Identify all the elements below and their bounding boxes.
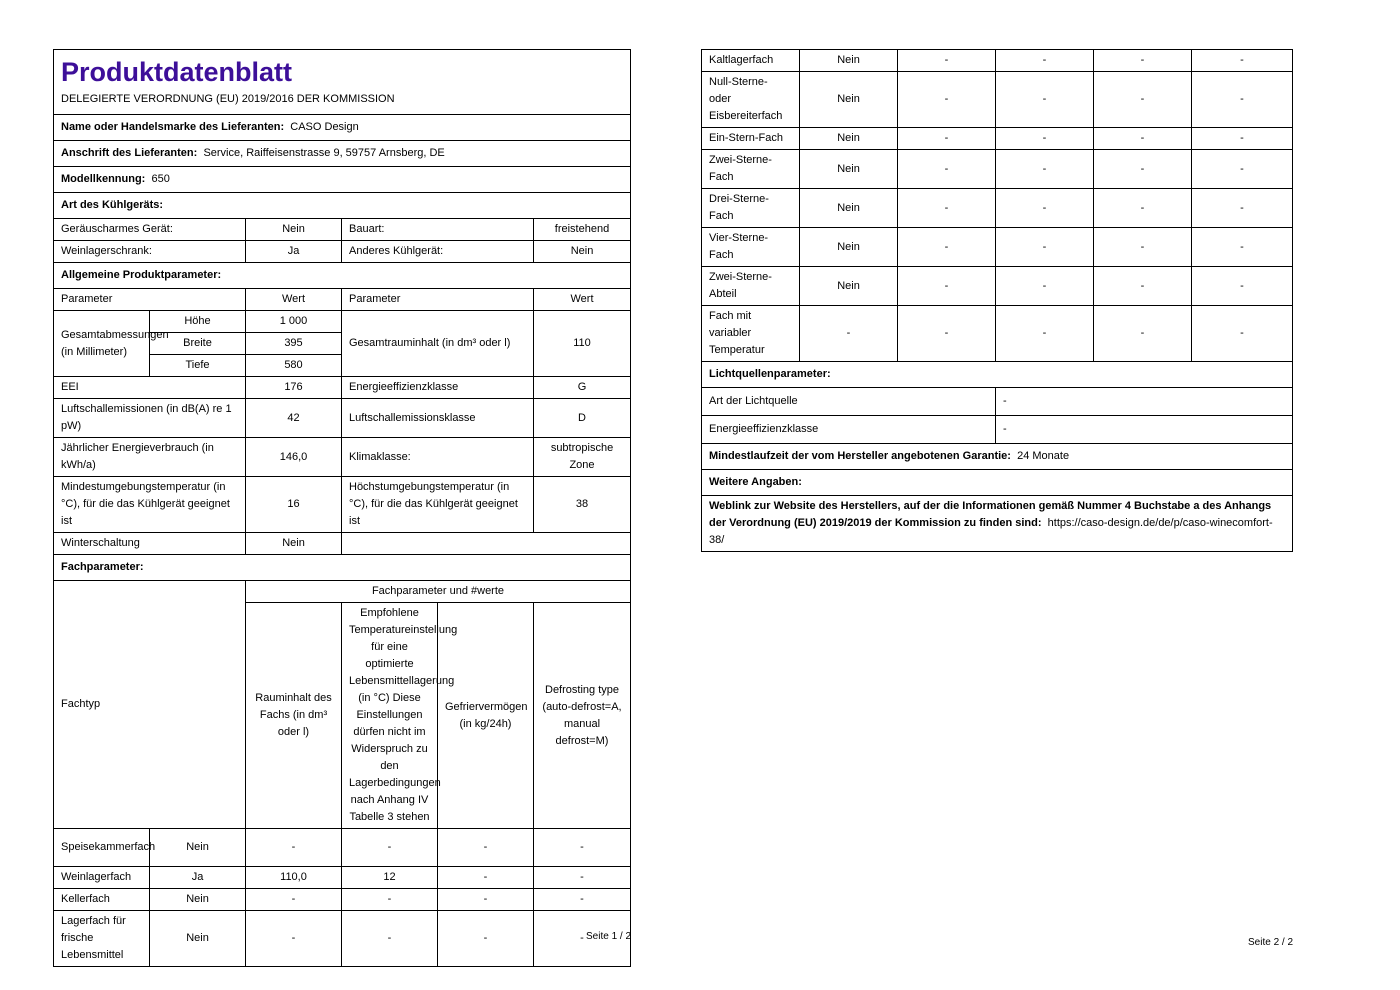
compartment-freeze: - <box>438 867 534 889</box>
dimension-name: Breite <box>150 333 246 355</box>
compartment-freeze: - <box>438 911 534 967</box>
light-label: Art der Lichtquelle <box>702 388 996 416</box>
table-row <box>54 829 631 867</box>
page-number: Seite 2 / 2 <box>1248 937 1294 948</box>
table-row <box>702 388 1293 416</box>
compartment-freeze: - <box>1094 128 1192 150</box>
table-row <box>54 889 631 911</box>
compartment-freeze: - <box>1094 228 1192 267</box>
compartment-freeze: - <box>1094 306 1192 362</box>
general-params-heading: Allgemeine Produktparameter: <box>54 263 631 289</box>
column-header: Parameter <box>342 289 534 311</box>
param-label: Luftschallemissionsklasse <box>342 399 534 438</box>
compartment-present: Nein <box>150 911 246 967</box>
compartment-present: - <box>800 306 898 362</box>
compartment-temp: - <box>996 306 1094 362</box>
compartment-freeze: - <box>1094 267 1192 306</box>
table-row <box>54 438 631 477</box>
compartment-defrost: - <box>1192 150 1293 189</box>
compartment-present: Nein <box>800 72 898 128</box>
table-row <box>702 128 1293 150</box>
param-label: Luftschallemissionen (in dB(A) re 1 pW) <box>54 399 246 438</box>
compartment-defrost: - <box>1192 50 1293 72</box>
column-header: Wert <box>534 289 631 311</box>
compartment-freeze: - <box>1094 189 1192 228</box>
compartment-present: Nein <box>150 829 246 867</box>
supplier-value: CASO Design <box>290 121 359 133</box>
table-row <box>54 377 631 399</box>
table-header-row <box>54 289 631 311</box>
compartment-temp: - <box>996 228 1094 267</box>
winter-label: Winterschaltung <box>54 533 246 555</box>
compartment-name: Null-Sterne- oder Eisbereiterfach <box>702 72 800 128</box>
compartment-temp: - <box>342 829 438 867</box>
compartment-freeze: - <box>1094 150 1192 189</box>
datasheet-table-page-2 <box>701 49 1293 552</box>
compartment-volume: - <box>246 829 342 867</box>
compartment-present: Nein <box>800 128 898 150</box>
light-value: - <box>996 388 1293 416</box>
compartment-name: Weinlagerfach <box>54 867 150 889</box>
compartment-volume: - <box>898 50 996 72</box>
param-value: 176 <box>246 377 342 399</box>
param-value: 42 <box>246 399 342 438</box>
compartment-name: Kaltlagerfach <box>702 50 800 72</box>
compartment-volume: 110,0 <box>246 867 342 889</box>
compartment-present: Nein <box>150 889 246 911</box>
compartment-temp: - <box>342 911 438 967</box>
compartment-volume: - <box>898 72 996 128</box>
compartment-name: Ein-Stern-Fach <box>702 128 800 150</box>
table-row <box>54 867 631 889</box>
param-value: G <box>534 377 631 399</box>
compartment-name: Lagerfach für frische Lebensmittel <box>54 911 150 967</box>
param-label: Höchstumgebungstemperatur (in °C), für die das Kühlgerät geeignet ist <box>342 477 534 533</box>
type-value: Nein <box>246 219 342 241</box>
table-row <box>54 311 631 333</box>
column-header: Empfohlene Temperatureinstellung für eine optimierte Lebensmittellagerung (in °C) Diese Einstellungen dürfen nicht im Widerspruch zu den Lagerbedingungen nach Anhang IV Tabelle 3 stehen <box>342 603 438 829</box>
compartment-defrost: - <box>534 829 631 867</box>
table-row <box>702 228 1293 267</box>
param-label: Mindestumgebungstemperatur (in °C), für die das Kühlgerät geeignet ist <box>54 477 246 533</box>
compartment-temp: - <box>996 50 1094 72</box>
compartment-volume: - <box>898 150 996 189</box>
dimension-name: Tiefe <box>150 355 246 377</box>
compartment-defrost: - <box>1192 128 1293 150</box>
page-1 <box>53 49 630 967</box>
compartment-temp: - <box>996 189 1094 228</box>
supplier-label: Name oder Handelsmarke des Lieferanten: <box>61 121 285 133</box>
compartment-volume: - <box>246 889 342 911</box>
compartment-temp: 12 <box>342 867 438 889</box>
type-value: Ja <box>246 241 342 263</box>
table-row <box>702 189 1293 228</box>
table-row <box>54 219 631 241</box>
table-row <box>54 911 631 967</box>
more-info-heading: Weitere Angaben: <box>702 470 1293 496</box>
compartment-name: Vier-Sterne-Fach <box>702 228 800 267</box>
compartment-defrost: - <box>1192 189 1293 228</box>
compartment-present: Nein <box>800 228 898 267</box>
compartment-volume: - <box>898 267 996 306</box>
type-value: freistehend <box>534 219 631 241</box>
param-label: Klimaklasse: <box>342 438 534 477</box>
compartment-volume: - <box>898 128 996 150</box>
fachtyp-header: Fachtyp <box>54 581 246 829</box>
light-params-heading: Lichtquellenparameter: <box>702 362 1293 388</box>
param-label: Jährlicher Energieverbrauch (in kWh/a) <box>54 438 246 477</box>
type-label: Weinlagerschrank: <box>54 241 246 263</box>
table-row <box>702 267 1293 306</box>
compartment-freeze: - <box>438 889 534 911</box>
regulation-subtitle: DELEGIERTE VERORDNUNG (EU) 2019/2016 DER KOMMISSION <box>61 93 395 105</box>
type-label: Geräuscharmes Gerät: <box>54 219 246 241</box>
param-value: subtropische Zone <box>534 438 631 477</box>
compartment-present: Nein <box>800 267 898 306</box>
table-header-row <box>54 581 631 603</box>
dimension-name: Höhe <box>150 311 246 333</box>
model-value: 650 <box>151 173 170 185</box>
compartment-params-heading: Fachparameter: <box>54 555 631 581</box>
compartment-temp: - <box>996 128 1094 150</box>
compartment-defrost: - <box>1192 267 1293 306</box>
compartment-defrost: - <box>1192 228 1293 267</box>
page-title: Produktdatenblatt <box>61 57 293 87</box>
table-row <box>702 416 1293 444</box>
column-header: Defrosting type (auto-defrost=A, manual defrost=M) <box>534 603 631 829</box>
column-header: Gefriervermögen (in kg/24h) <box>438 603 534 829</box>
param-label: EEI <box>54 377 246 399</box>
type-label: Anderes Kühlgerät: <box>342 241 534 263</box>
compartment-name: Drei-Sterne-Fach <box>702 189 800 228</box>
volume-value: 110 <box>534 311 631 377</box>
address-label: Anschrift des Lieferanten: <box>61 147 198 159</box>
compartment-volume: - <box>898 228 996 267</box>
table-row <box>702 150 1293 189</box>
compartment-temp: - <box>996 150 1094 189</box>
warranty-label: Mindestlaufzeit der vom Hersteller angebotenen Garantie: <box>709 450 1011 462</box>
compartment-volume: - <box>246 911 342 967</box>
column-header: Parameter <box>54 289 246 311</box>
type-value: Nein <box>534 241 631 263</box>
compartment-defrost: - <box>1192 72 1293 128</box>
address-value: Service, Raiffeisenstrasse 9, 59757 Arnsberg, DE <box>203 147 445 159</box>
table-row <box>702 306 1293 362</box>
compartment-present: Ja <box>150 867 246 889</box>
compartment-defrost: - <box>534 889 631 911</box>
model-label: Modellkennung: <box>61 173 146 185</box>
datasheet-table-page-1 <box>53 49 631 967</box>
winter-value: Nein <box>246 533 342 555</box>
param-value: D <box>534 399 631 438</box>
compartment-present: Nein <box>800 50 898 72</box>
table-row <box>702 50 1293 72</box>
param-value: 16 <box>246 477 342 533</box>
table-row <box>54 241 631 263</box>
compartment-present: Nein <box>800 189 898 228</box>
compartment-freeze: - <box>1094 72 1192 128</box>
compartment-volume: - <box>898 306 996 362</box>
compartment-present: Nein <box>800 150 898 189</box>
compartment-defrost: - <box>534 911 631 967</box>
compartment-freeze: - <box>1094 50 1192 72</box>
compartment-volume: - <box>898 189 996 228</box>
param-value: 146,0 <box>246 438 342 477</box>
light-value: - <box>996 416 1293 444</box>
compartment-temp: - <box>996 267 1094 306</box>
compartment-group-header: Fachparameter und #werte <box>246 581 631 603</box>
compartment-name: Kellerfach <box>54 889 150 911</box>
column-header: Wert <box>246 289 342 311</box>
param-value: 38 <box>534 477 631 533</box>
page-2 <box>701 49 1292 552</box>
appliance-type-heading: Art des Kühlgeräts: <box>54 193 631 219</box>
compartment-name: Zwei-Sterne-Fach <box>702 150 800 189</box>
compartment-temp: - <box>996 72 1094 128</box>
table-row <box>54 477 631 533</box>
weblink-label: Weblink zur Website des Herstellers, auf der die Informationen gemäß Nummer 4 Buchstabe a des Anhangs der Verordnung (EU) 2019/2019 der Kommission zu finden sind: <box>709 500 1272 529</box>
compartment-name: Speisekammerfach <box>54 829 150 867</box>
compartment-temp: - <box>342 889 438 911</box>
table-row <box>54 533 631 555</box>
warranty-value: 24 Monate <box>1017 450 1070 462</box>
compartment-defrost: - <box>534 867 631 889</box>
weblink-value[interactable]: https://caso-design.de/de/p/caso-winecomfort-38/ <box>709 517 1273 546</box>
dimensions-label: Gesamtabmessungen (in Millimeter) <box>54 311 150 377</box>
column-header: Rauminhalt des Fachs (in dm³ oder l) <box>246 603 342 829</box>
table-row <box>54 399 631 438</box>
page-number: Seite 1 / 2 <box>586 931 632 942</box>
compartment-name: Fach mit variabler Temperatur <box>702 306 800 362</box>
table-row <box>702 72 1293 128</box>
compartment-freeze: - <box>438 829 534 867</box>
light-label: Energieeffizienzklasse <box>702 416 996 444</box>
type-label: Bauart: <box>342 219 534 241</box>
compartment-name: Zwei-Sterne-Abteil <box>702 267 800 306</box>
dimension-value: 580 <box>246 355 342 377</box>
dimension-value: 395 <box>246 333 342 355</box>
param-label: Energieeffizienzklasse <box>342 377 534 399</box>
dimension-value: 1 000 <box>246 311 342 333</box>
compartment-defrost: - <box>1192 306 1293 362</box>
volume-label: Gesamtrauminhalt (in dm³ oder l) <box>342 311 534 377</box>
